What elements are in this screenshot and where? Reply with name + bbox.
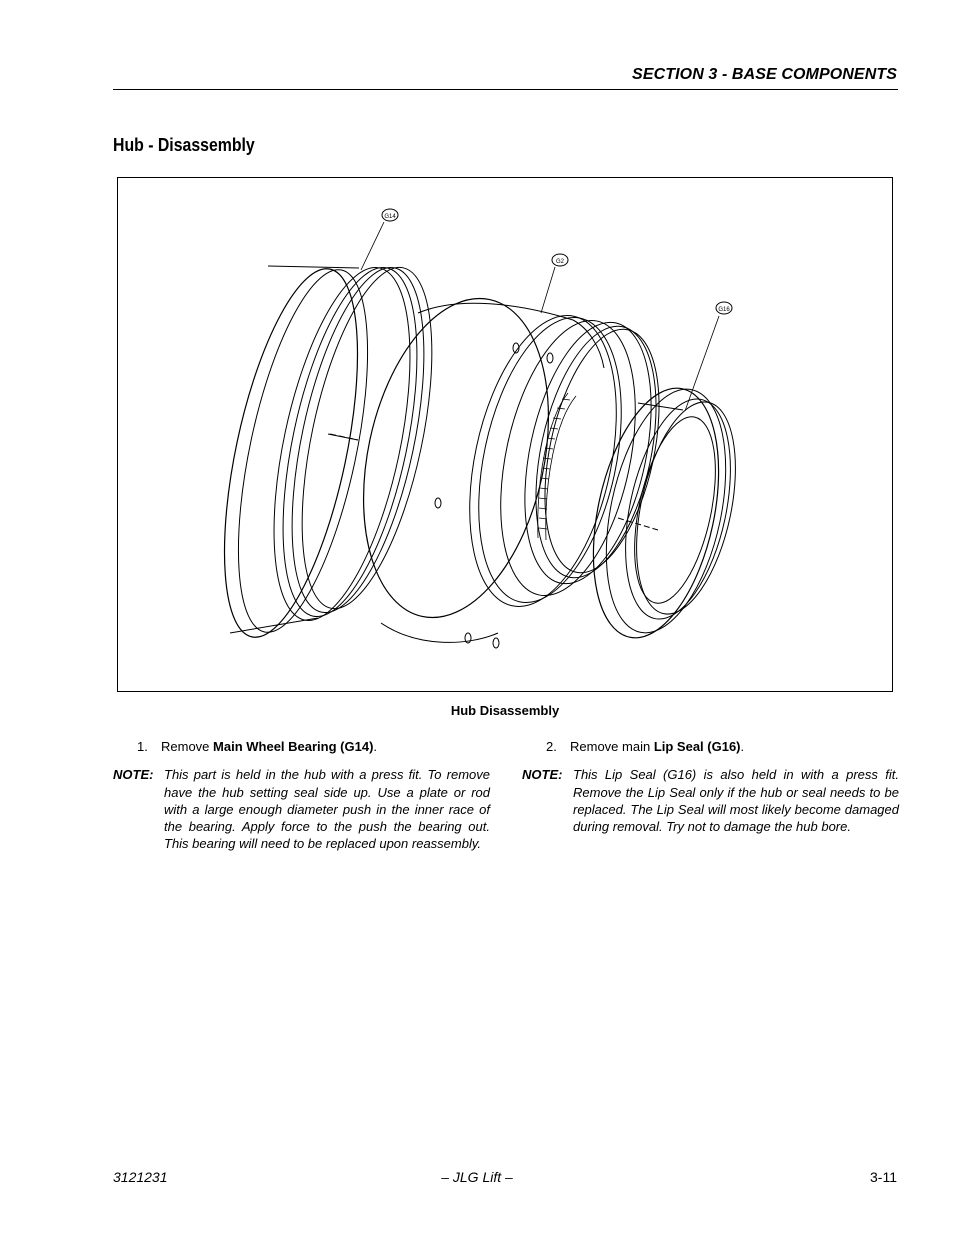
footer-brand: – JLG Lift –	[441, 1169, 513, 1185]
step-text-prefix: Remove main	[570, 739, 654, 754]
step-column-2	[522, 738, 899, 835]
step-column-1	[113, 738, 490, 853]
step-text-prefix: Remove	[161, 739, 214, 754]
hub-drawing	[336, 281, 678, 648]
step-text-suffix: .	[740, 739, 745, 754]
footer-doc-number: 3121231	[113, 1169, 168, 1185]
exploded-view-drawing	[118, 178, 892, 691]
page-title: Hub - Disassembly	[113, 135, 255, 155]
callout-label-g2: G2	[555, 259, 565, 265]
note-label: NOTE:	[522, 767, 563, 783]
lip-seal-drawing	[573, 377, 753, 650]
step-1	[137, 738, 490, 755]
callout-leader-g16	[685, 316, 719, 411]
callout-label-g14: G14	[384, 214, 396, 220]
step-number: 2.	[546, 739, 557, 754]
hub-disassembly-figure	[117, 177, 893, 692]
callout-g16	[716, 302, 732, 314]
note-1	[113, 766, 490, 852]
header-rule	[113, 89, 898, 90]
note-label: NOTE:	[113, 767, 154, 783]
step-2	[546, 738, 899, 755]
note-2	[522, 766, 899, 835]
main-wheel-bearing-drawing	[198, 256, 457, 648]
step-number: 1.	[137, 739, 148, 754]
section-header: SECTION 3 - BASE COMPONENTS	[632, 66, 897, 83]
step-text-suffix: .	[373, 739, 378, 754]
step-part-name: Main Wheel Bearing (G14)	[213, 739, 374, 754]
note-text: This part is held in the hub with a press fit. To remove have the hub setting seal side up. Use a plate or rod with a large enough diameter push in the inner race of the bearing. Apply force to the push the bearing out. This bearing will need to be replaced upon reassembly.	[164, 767, 490, 852]
callout-g14	[382, 209, 398, 221]
figure-caption: Hub Disassembly	[450, 703, 560, 718]
callout-label-g16: G16	[718, 307, 730, 313]
callout-leader-g2	[541, 267, 555, 313]
step-part-name: Lip Seal (G16)	[653, 739, 741, 754]
callout-g2	[552, 254, 568, 266]
callout-leader-g14	[361, 222, 384, 270]
footer-page-number: 3-11	[870, 1169, 897, 1185]
note-text: This Lip Seal (G16) is also held in with a press fit. Remove the Lip Seal only if the hub or seal needs to be replaced. The Lip Seal will most likely become damaged during removal. Try not to damage the hub bore.	[573, 767, 899, 835]
